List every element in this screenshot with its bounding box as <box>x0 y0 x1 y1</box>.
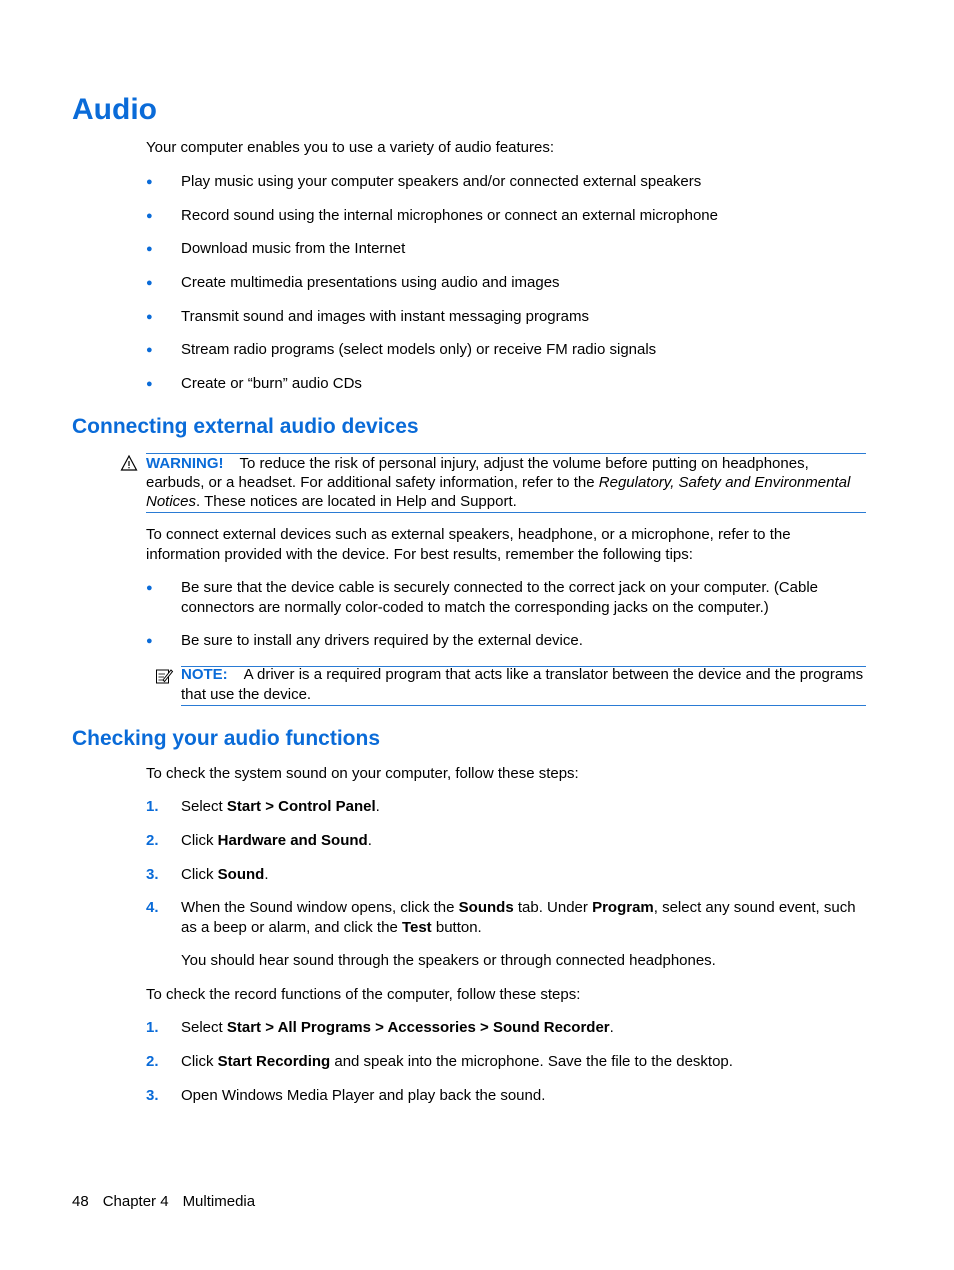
note-pencil-icon <box>155 667 177 687</box>
warning-label: WARNING! <box>146 455 224 472</box>
warning-triangle-icon <box>120 454 142 474</box>
expected-result: You should hear sound through the speakers or through connected headphones. <box>181 952 716 969</box>
page-number: 48 <box>72 1193 89 1210</box>
check-record-intro: To check the record functions of the computer, follow these steps: <box>146 986 581 1003</box>
warning-text: WARNING! To reduce the risk of personal injury, adjust the volume before putting on headphones, earbuds, or a headset. For additional safety information, refer to the Regulatory, Safety and Environmental Notices. These notices are located in Help and Support. <box>146 455 851 510</box>
chapter-label: Chapter 4 <box>102 1193 169 1210</box>
connecting-paragraph-line-2: information provided with the device. For best results, remember the following tips: <box>146 546 693 563</box>
page-title: Audio <box>72 93 157 126</box>
connecting-paragraph-line-1: To connect external devices such as external speakers, headphone, or a microphone, refer to the <box>146 526 791 543</box>
section-heading-connecting: Connecting external audio devices <box>72 415 419 438</box>
document-title: Regulatory, Safety and Environmental Notices <box>146 474 851 510</box>
note-text: NOTE: A driver is a required program that acts like a translator between the device and the programs that use the device. <box>181 666 864 703</box>
check-sound-intro: To check the system sound on your computer, follow these steps: <box>146 765 579 782</box>
note-label: NOTE: <box>181 666 228 683</box>
section-heading-checking: Checking your audio functions <box>72 727 381 750</box>
note-bottom-rule <box>181 705 866 706</box>
chapter-title: Multimedia <box>182 1193 256 1210</box>
page-footer <box>72 1192 269 1212</box>
intro-paragraph: Your computer enables you to use a variety of audio features: <box>146 139 555 156</box>
warning-bottom-rule <box>146 512 866 513</box>
